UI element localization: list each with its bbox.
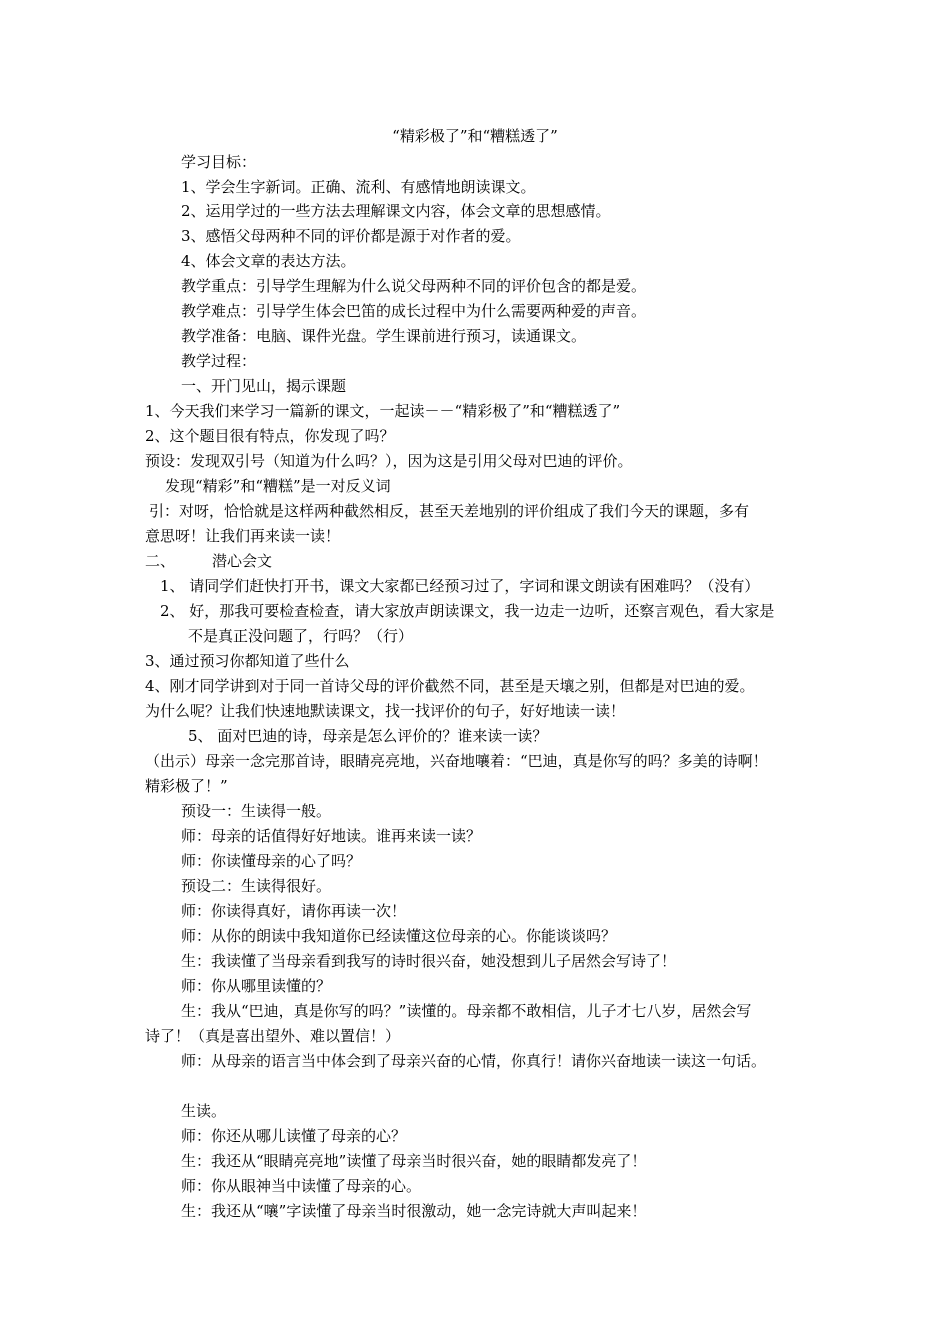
text-line: 师：从母亲的语言当中体会到了母亲兴奋的心情，你真行！请你兴奋地读一读这一句话。 [181, 1052, 767, 1070]
text-line: 2、运用学过的一些方法去理解课文内容，体会文章的思想感情。 [181, 202, 611, 220]
text-line: 3、通过预习你都知道了些什么 [145, 652, 350, 670]
text-line: 师：母亲的话值得好好地读。谁再来读一读？ [181, 827, 482, 845]
text-line: 预设：发现双引号（知道为什么吗？），因为这是引用父母对巴迪的评价。 [145, 452, 633, 470]
text-line: 教学准备：电脑、课件光盘。学生课前进行预习，读通课文。 [181, 327, 587, 345]
text-line: 5、 面对巴迪的诗，母亲是怎么评价的？谁来读一读？ [188, 727, 548, 745]
text-line: 1、学会生字新词。正确、流利、有感情地朗读课文。 [181, 178, 536, 196]
text-line: 引：对呀，恰恰就是这样两种截然相反，甚至天差地别的评价组成了我们今天的课题，多有 [149, 502, 750, 520]
text-line: 4、体会文章的表达方法。 [181, 252, 356, 270]
text-line: （出示）母亲一念完那首诗，眼睛亮亮地，兴奋地嚷着：“巴迪，真是你写的吗？多美的诗啊！ [145, 752, 768, 770]
text-line: 预设一：生读得一般。 [181, 802, 332, 820]
text-line: 师：你读懂母亲的心了吗？ [181, 852, 362, 870]
text-line: 为什么呢？让我们快速地默读课文，找一找评价的句子，好好地读一读！ [145, 702, 626, 720]
text-line: 师：你还从哪儿读懂了母亲的心？ [181, 1127, 407, 1145]
document-title: “精彩极了”和“糟糕透了” [392, 127, 558, 145]
section-heading: 潜心会文 [212, 552, 273, 570]
text-line: 生：我还从“嚷”字读懂了母亲当时很激动，她一念完诗就大声叫起来！ [181, 1202, 647, 1220]
text-line: 生：我从“巴迪，真是你写的吗？”读懂的。母亲都不敢相信，儿子才七八岁，居然会写 [181, 1002, 752, 1020]
text-line: 师：你读得真好，请你再读一次！ [181, 902, 407, 920]
text-line: 预设二：生读得很好。 [181, 877, 332, 895]
text-line: 教学过程： [181, 352, 257, 370]
text-line: 教学难点：引导学生体会巴笛的成长过程中为什么需要两种爱的声音。 [181, 302, 647, 320]
text-line: 师：你从眼神当中读懂了母亲的心。 [181, 1177, 422, 1195]
text-line: 3、感悟父母两种不同的评价都是源于对作者的爱。 [181, 227, 521, 245]
section-heading: 一、开门见山，揭示课题 [181, 377, 347, 395]
text-line: 1、 请同学们赶快打开书，课文大家都已经预习过了，字词和课文朗读有困难吗？（没有） [160, 577, 760, 595]
text-line: 意思呀！让我们再来读一读！ [145, 527, 341, 545]
text-line: 生读。 [181, 1102, 227, 1120]
text-line: 精彩极了！” [145, 777, 228, 795]
section-number: 二、 [145, 552, 176, 570]
text-line: 1、今天我们来学习一篇新的课文，一起读－－“精彩极了”和“糟糕透了” [145, 402, 621, 420]
text-line: 生：我还从“眼睛亮亮地”读懂了母亲当时很兴奋，她的眼睛都发亮了！ [181, 1152, 647, 1170]
text-line: 师：从你的朗读中我知道你已经读懂这位母亲的心。你能谈谈吗？ [181, 927, 617, 945]
text-line: 学习目标： [181, 153, 257, 171]
text-line: 2、这个题目很有特点，你发现了吗？ [145, 427, 395, 445]
text-line: 不是真正没问题了，行吗？（行） [188, 627, 414, 645]
text-line: 生：我读懂了当母亲看到我写的诗时很兴奋，她没想到儿子居然会写诗了！ [181, 952, 677, 970]
text-line: 2、 好，那我可要检查检查，请大家放声朗读课文，我一边走一边听，还察言观色，看大家是 [160, 602, 775, 620]
text-line: 教学重点：引导学生理解为什么说父母两种不同的评价包含的都是爱。 [181, 277, 647, 295]
text-line: 发现“精彩”和“糟糕”是一对反义词 [165, 477, 391, 495]
text-line: 诗了！（真是喜出望外、难以置信！） [145, 1027, 401, 1045]
text-line: 4、刚才同学讲到对于同一首诗父母的评价截然不同，甚至是天壤之别，但都是对巴迪的爱。 [145, 677, 755, 695]
text-line: 师：你从哪里读懂的？ [181, 977, 332, 995]
